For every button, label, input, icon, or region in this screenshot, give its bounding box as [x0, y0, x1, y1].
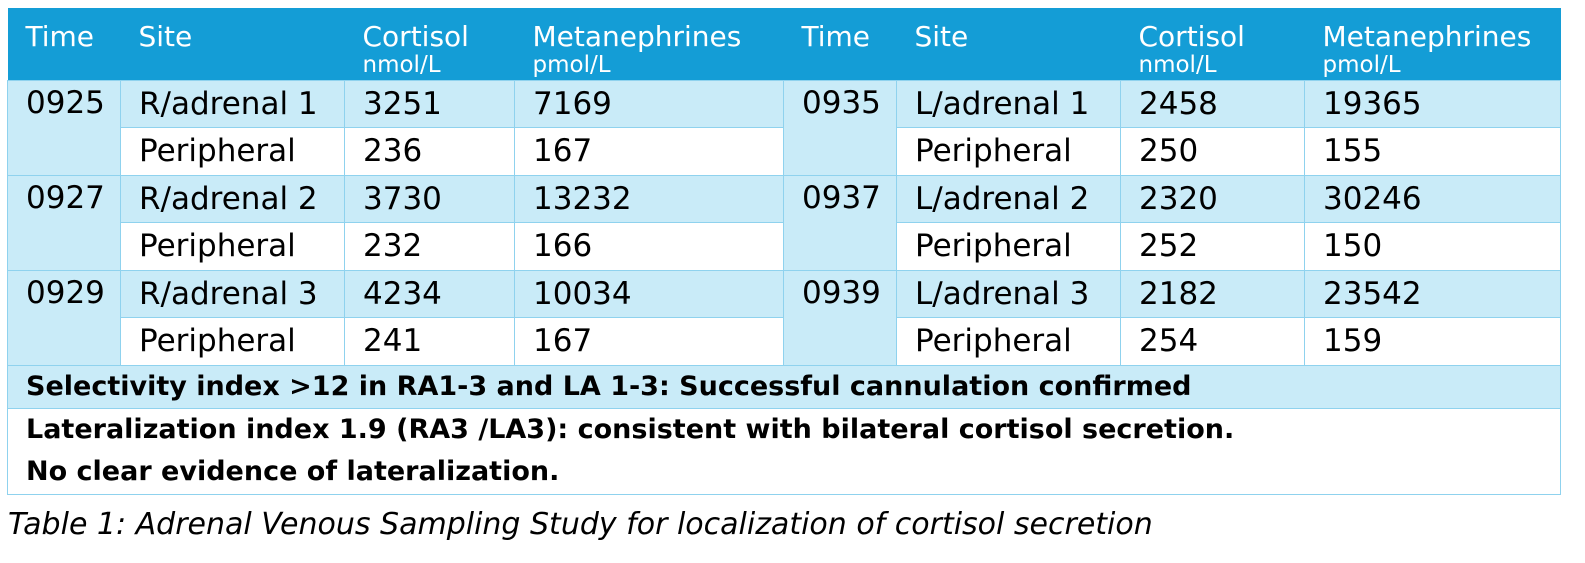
header-metanephrines-unit: pmol/L — [532, 52, 611, 78]
metanephrines-cell: 10034 — [515, 270, 784, 318]
table-row — [8, 270, 1561, 318]
header-time-left: Time — [8, 8, 121, 80]
metanephrines-cell: 13232 — [515, 175, 784, 223]
cortisol-cell: 2182 — [1121, 270, 1305, 318]
cortisol-cell: 3251 — [345, 80, 515, 128]
header-site-right: Site — [897, 8, 1121, 80]
lateralization-note-line2: No clear evidence of lateralization. — [26, 456, 560, 487]
selectivity-note-row — [8, 365, 1561, 408]
selectivity-note: Selectivity index >12 in RA1-3 and LA 1-3: Successful cannulation confirmed — [8, 365, 1561, 408]
site-cell: R/adrenal 3 — [121, 270, 345, 318]
site-cell: L/adrenal 2 — [897, 175, 1121, 223]
site-cell: Peripheral — [897, 128, 1121, 176]
site-cell: Peripheral — [897, 223, 1121, 271]
cortisol-cell: 232 — [345, 223, 515, 271]
lateralization-note — [8, 408, 1561, 494]
site-cell: L/adrenal 3 — [897, 270, 1121, 318]
time-cell: 0929 — [8, 270, 121, 365]
metanephrines-cell: 155 — [1305, 128, 1561, 176]
cortisol-cell: 2458 — [1121, 80, 1305, 128]
cortisol-cell: 3730 — [345, 175, 515, 223]
time-cell: 0935 — [784, 80, 897, 175]
header-site-left: Site — [121, 8, 345, 80]
site-cell: Peripheral — [897, 318, 1121, 366]
table-caption: Table 1: Adrenal Venous Sampling Study for localization of cortisol secretion — [8, 507, 1153, 542]
header-metanephrines-unit: pmol/L — [1322, 52, 1401, 78]
cortisol-cell: 252 — [1121, 223, 1305, 271]
header-cortisol-unit: nmol/L — [362, 52, 441, 78]
cortisol-cell: 241 — [345, 318, 515, 366]
metanephrines-cell: 7169 — [515, 80, 784, 128]
cortisol-cell: 4234 — [345, 270, 515, 318]
metanephrines-cell: 30246 — [1305, 175, 1561, 223]
header-cortisol-right: Cortisol nmol/L — [1121, 8, 1305, 80]
table-row — [8, 175, 1561, 223]
header-metanephrines-left: Metanephrines pmol/L — [515, 8, 784, 80]
time-cell: 0939 — [784, 270, 897, 365]
avs-results-table — [7, 8, 1561, 495]
site-cell: Peripheral — [121, 318, 345, 366]
metanephrines-cell: 159 — [1305, 318, 1561, 366]
metanephrines-cell: 167 — [515, 318, 784, 366]
table-row — [8, 80, 1561, 128]
cortisol-cell: 2320 — [1121, 175, 1305, 223]
site-cell: Peripheral — [121, 223, 345, 271]
header-metanephrines-right: Metanephrines pmol/L — [1305, 8, 1561, 80]
site-cell: Peripheral — [121, 128, 345, 176]
lateralization-note-line1: Lateralization index 1.9 (RA3 /LA3): consistent with bilateral cortisol secretion. — [26, 414, 1235, 445]
site-cell: R/adrenal 2 — [121, 175, 345, 223]
time-cell: 0927 — [8, 175, 121, 270]
header-cortisol-unit: nmol/L — [1138, 52, 1217, 78]
metanephrines-cell: 19365 — [1305, 80, 1561, 128]
cortisol-cell: 236 — [345, 128, 515, 176]
metanephrines-cell: 166 — [515, 223, 784, 271]
header-row — [8, 8, 1561, 80]
metanephrines-cell: 23542 — [1305, 270, 1561, 318]
site-cell: R/adrenal 1 — [121, 80, 345, 128]
metanephrines-cell: 150 — [1305, 223, 1561, 271]
header-time-right: Time — [784, 8, 897, 80]
site-cell: L/adrenal 1 — [897, 80, 1121, 128]
time-cell: 0925 — [8, 80, 121, 175]
time-cell: 0937 — [784, 175, 897, 270]
lateralization-note-row — [8, 408, 1561, 494]
header-cortisol-left: Cortisol nmol/L — [345, 8, 515, 80]
cortisol-cell: 250 — [1121, 128, 1305, 176]
cortisol-cell: 254 — [1121, 318, 1305, 366]
metanephrines-cell: 167 — [515, 128, 784, 176]
